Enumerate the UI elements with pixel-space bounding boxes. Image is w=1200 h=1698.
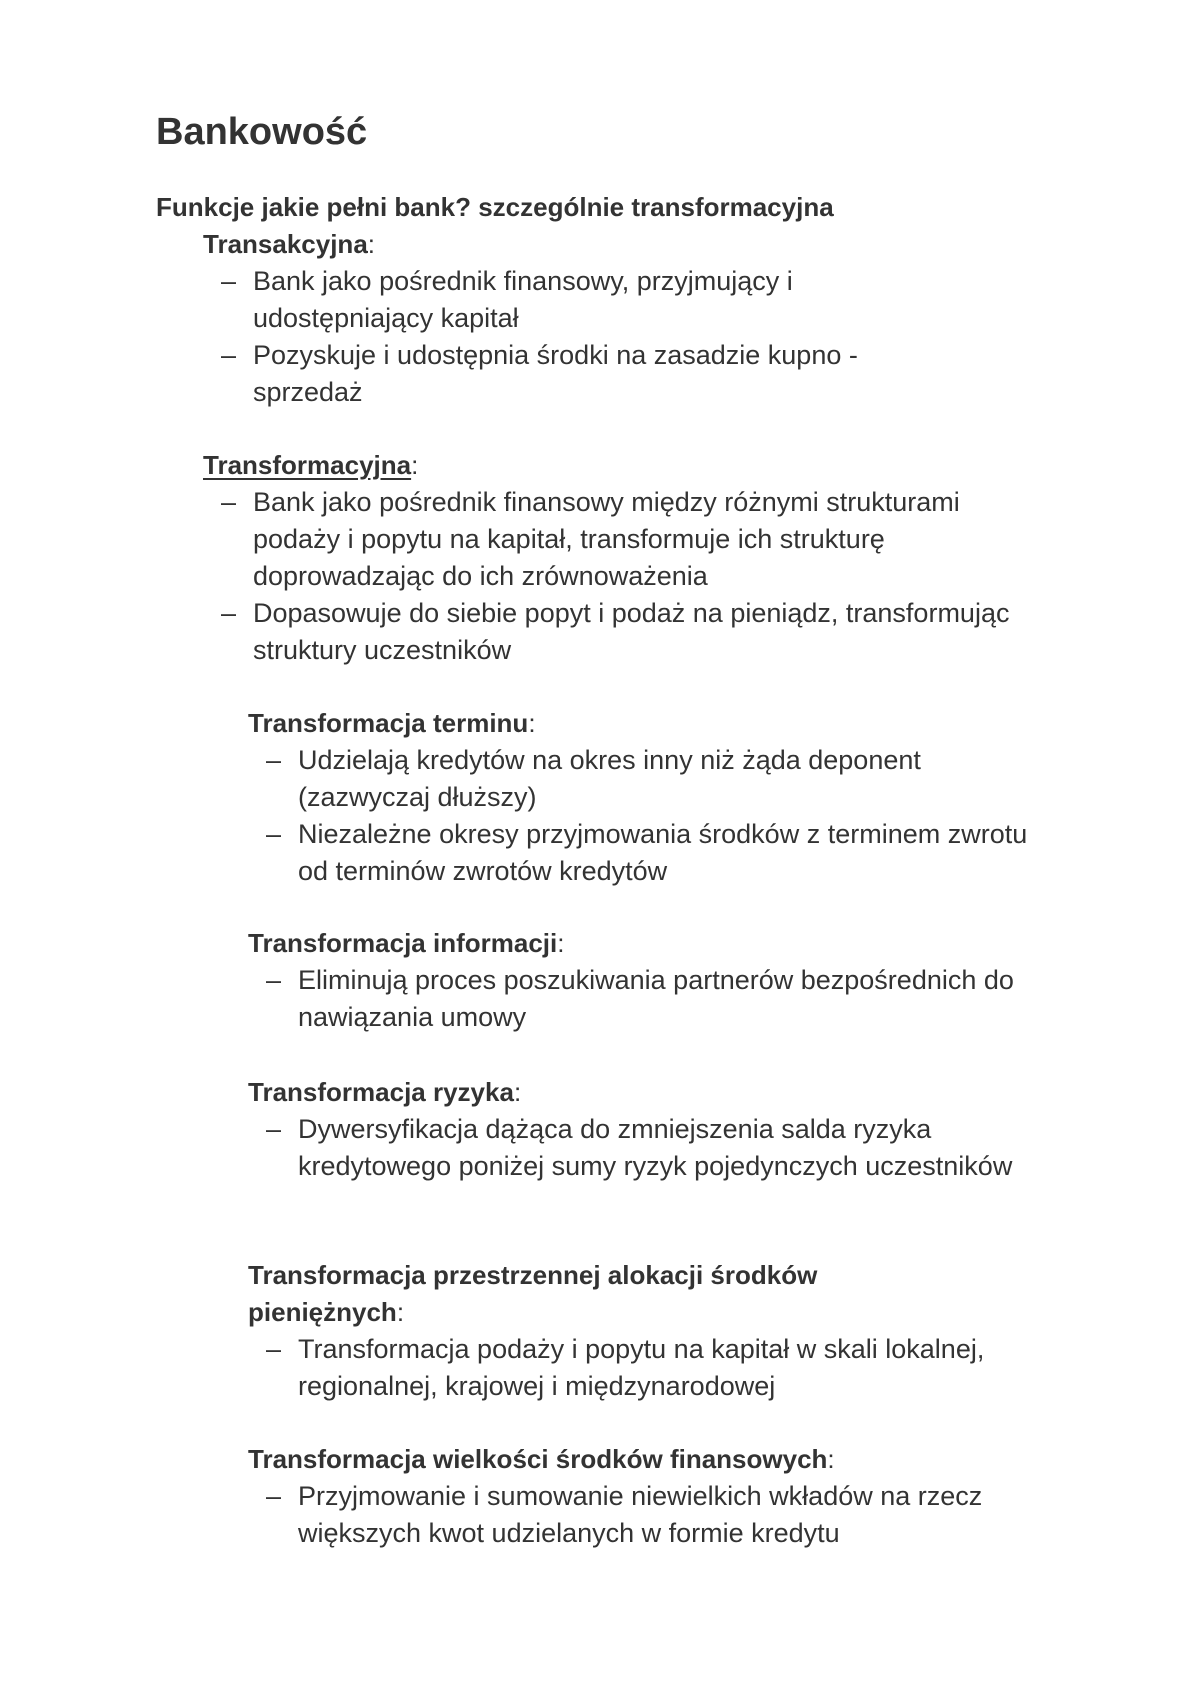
list-item-text: Dopasowuje do siebie popyt i podaż na pieniądz, transformując struktury uczestników [253,598,1010,665]
section-heading-text: Transakcyjna [203,229,368,259]
section-transformacyjna [203,447,1063,669]
list-item [248,816,1058,890]
dash-bullet: – [266,745,282,775]
bullet-list [248,1478,1068,1552]
list-item [203,337,953,411]
heading-colon: : [513,1077,522,1107]
page-title: Bankowość [156,111,368,153]
dash-bullet: – [221,266,237,296]
bullet-list [248,962,1068,1036]
list-item [203,484,1053,595]
list-item [248,1331,1058,1405]
question-heading: Funkcje jakie pełni bank? szczególnie transformacyjna [156,192,834,222]
section-transakcyjna [203,226,963,411]
bullet-list [203,484,1063,669]
section-heading [203,226,963,263]
list-item [203,595,1053,669]
dash-bullet: – [266,965,282,995]
list-item-text: Bank jako pośrednik finansowy, przyjmujący i udostępniający kapitał [253,266,793,333]
section-heading [248,1257,968,1331]
section-heading-text: Transformacja przestrzennej alokacji środków pieniężnych [248,1260,818,1327]
bullet-list [248,1111,1068,1185]
dash-bullet: – [266,1481,282,1511]
list-item-text: Niezależne okresy przyjmowania środków z terminem zwrotu od terminów zwrotów kredytów [298,819,1028,886]
heading-colon: : [827,1444,835,1474]
list-item [203,263,953,337]
section-transformacja-ryzyka [248,1074,1068,1185]
list-item-text: Transformacja podaży i popytu na kapitał w skali lokalnej, regionalnej, krajowej i międzynarodowej [298,1334,985,1401]
section-heading [203,447,1063,484]
section-transformacja-terminu [248,705,1068,890]
section-transformacja-przestrzennej-alokacji [248,1257,1068,1405]
section-transformacja-wielkosci [248,1441,1068,1552]
list-item-text: Udzielają kredytów na okres inny niż żąda deponent (zazwyczaj dłuższy) [298,745,921,812]
section-heading-text: Transformacja ryzyka [248,1077,514,1107]
list-item-text: Eliminują proces poszukiwania partnerów bezpośrednich do nawiązania umowy [298,965,1014,1032]
heading-colon: : [367,229,376,259]
section-heading [248,705,1068,742]
section-heading-text: Transformacja informacji [248,928,558,958]
list-item-text: Przyjmowanie i sumowanie niewielkich wkładów na rzecz większych kwot udzielanych w formie kredytu [298,1481,983,1548]
section-heading [248,925,1068,962]
section-heading-text: Transformacja terminu [248,708,529,738]
list-item [248,1478,1058,1552]
dash-bullet: – [221,340,237,370]
section-heading-text: Transformacyjna [203,450,412,480]
heading-colon: : [528,708,536,738]
dash-bullet: – [221,487,237,517]
dash-bullet: – [266,1334,282,1364]
section-transformacja-informacji [248,925,1068,1036]
list-item-text: Dywersyfikacja dążąca do zmniejszenia salda ryzyka kredytowego poniżej sumy ryzyk pojedynczych uczestników [298,1114,1013,1181]
list-item [248,1111,1058,1185]
bullet-list [203,263,963,411]
dash-bullet: – [266,819,282,849]
dash-bullet: – [221,598,237,628]
heading-colon: : [396,1297,405,1327]
list-item [248,742,1058,816]
list-item-text: Bank jako pośrednik finansowy między różnymi strukturami podaży i popytu na kapitał, transformuje ich strukturę doprowadzając do ich zrównoważenia [253,487,960,591]
section-heading [248,1074,1068,1111]
heading-colon: : [411,450,419,480]
section-heading-text: Transformacja wielkości środków finansowych [248,1444,828,1474]
bullet-list [248,1331,1068,1405]
heading-colon: : [557,928,565,958]
list-item [248,962,1058,1036]
bullet-list [248,742,1068,890]
list-item-text: Pozyskuje i udostępnia środki na zasadzie kupno - sprzedaż [253,340,858,407]
dash-bullet: – [266,1114,282,1144]
section-heading [248,1441,1068,1478]
